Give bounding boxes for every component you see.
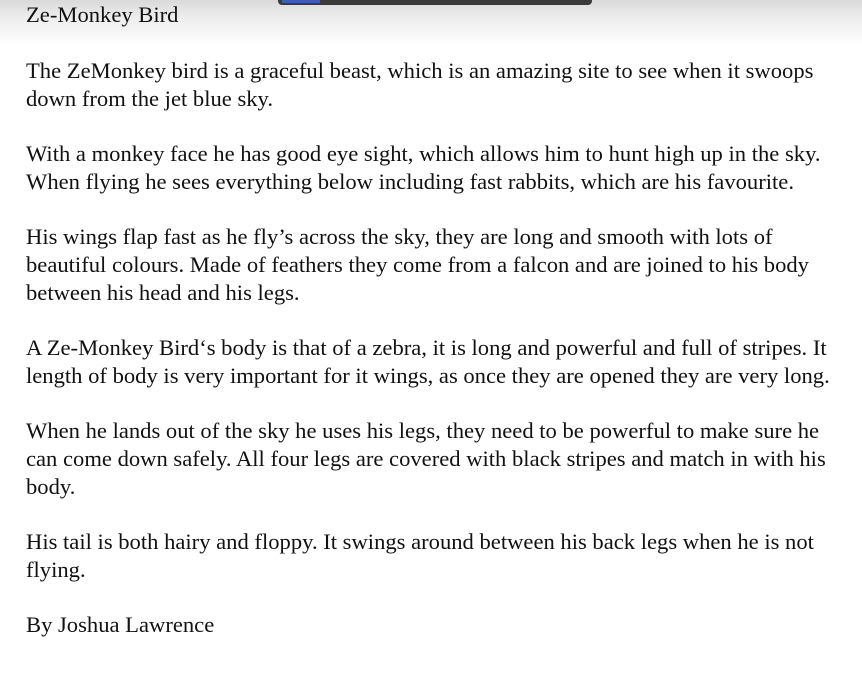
author-line: By Joshua Lawrence xyxy=(26,612,215,637)
paragraph-intro: The ZeMonkey bird is a graceful beast, which is an amazing site to see when it swoops down from the jet blue sky. xyxy=(26,58,814,111)
document-body xyxy=(26,0,856,639)
document-title: Ze-Monkey Bird xyxy=(26,2,179,27)
paragraph-tail: His tail is both hairy and floppy. It swings around between his back legs when he is not flying. xyxy=(26,529,814,582)
paragraph-wings: His wings flap fast as he fly’s across the sky, they are long and smooth with lots of beautiful colours. Made of feathers they come from a falcon and are joined to his body between his head and his legs. xyxy=(26,224,809,305)
paragraph-legs: When he lands out of the sky he uses his legs, they need to be powerful to make sure he can come down safely. All four legs are covered with black stripes and match in with his body. xyxy=(26,418,826,499)
paragraph-face: With a monkey face he has good eye sight, which allows him to hunt high up in the sky. When flying he sees everything below including fast rabbits, which are his favourite. xyxy=(26,141,821,194)
paragraph-body: A Ze-Monkey Bird‘s body is that of a zebra, it is long and powerful and full of stripes. It length of body is very important for it wings, as once they are opened they are very long. xyxy=(26,335,830,388)
